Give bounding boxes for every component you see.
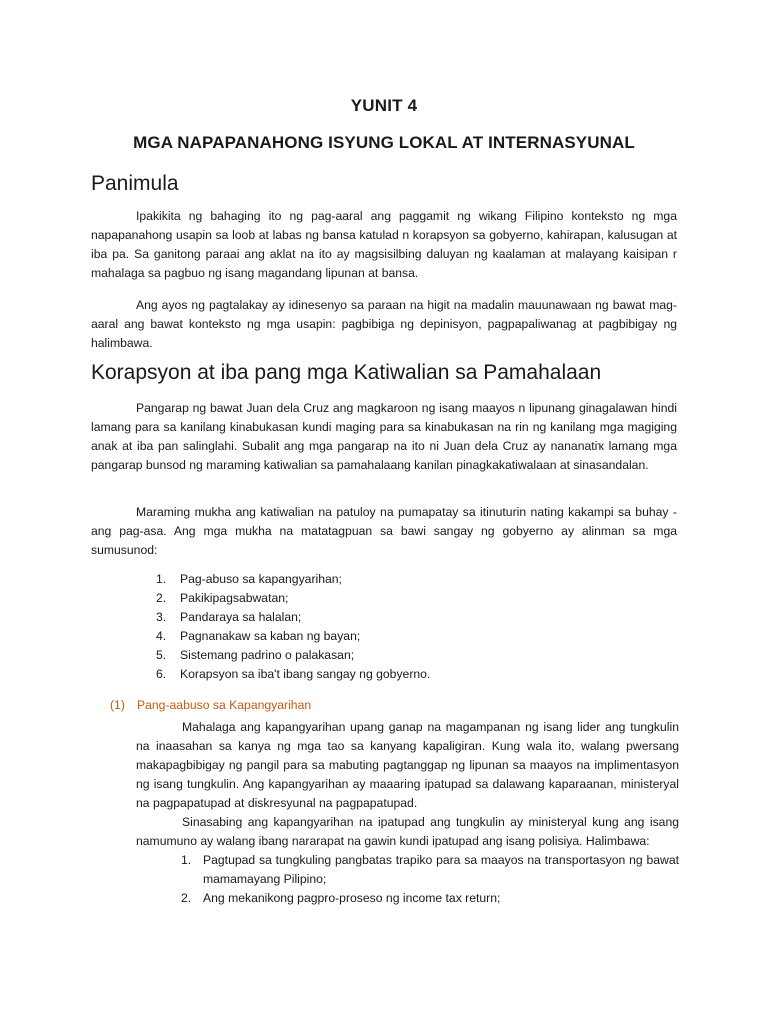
list-item (181, 851, 679, 889)
list-item (181, 889, 679, 908)
list-number: 4. (156, 629, 167, 643)
list-item (156, 589, 430, 608)
section-heading-korapsyon: Korapsyon at iba pang mga Katiwalian sa Pamahalaan (91, 361, 602, 384)
paragraph: Maraming mukha ang katiwalian na patuloy na pumapatay sa itinuturin nating kakampi sa buhay - ang pag-asa. Ang mga mukha na matatagpuan sa bawi sangay ng gobyerno ay alinman sa mga sumusunod: (91, 505, 677, 557)
list-text: Pandaraya sa halalan; (180, 610, 302, 624)
section-heading-panimula: Panimula (91, 172, 179, 195)
document-title: MGA NAPAPANAHONG ISYUNG LOKAL AT INTERNASYUNAL (133, 133, 635, 152)
corruption-forms-list (156, 570, 430, 684)
subsection-number: (1) (110, 698, 125, 712)
paragraph: Sinasabing ang kapangyarihan na ipatupad ang tungkulin ay ministeryal kung ang isang namumuno ay walang ibang nararapat na gawin kundi ipatupad ang isang polisiya. Halimbawa: (136, 815, 679, 848)
list-item (156, 646, 430, 665)
list-number: 5. (156, 648, 167, 662)
list-text: Sistemang padrino o palakasan; (180, 648, 355, 662)
list-number: 1. (156, 572, 167, 586)
list-text: Pagtupad sa tungkuling pangbatas trapiko para sa maayos na transportasyon ng bawat mamamayang Pilipino; (203, 853, 679, 886)
paragraph: Ang ayos ng pagtalakay ay idinesenyo sa paraan na higit na madalin mauunawaan ng bawat mag-aaral ang bawat konteksto ng mga usapin: pagbibiga ng depinisyon, pagpapaliwanag at pagbibigay ng halimbawa. (91, 298, 677, 350)
subsection-title: Pang-aabuso sa Kapangyarihan (137, 698, 312, 712)
list-number: 2. (156, 591, 167, 605)
paragraph: Pangarap ng bawat Juan dela Cruz ang magkaroon ng isang maayos n lipunang ginagalawan hindi lamang para sa kanilang kinabukasan kundi maging para sa kinabukasan na rin ng kanilang mga magiging anak at iba pan salinglahi. Subalit ang mga pangarap na ito ni Juan dela Cruz ay nananatiҡ lamang mga pangarap bunsod ng maraming katiwalian sa pamahalaang kanilan pinagkakatiwalaan at sinasandalan. (91, 401, 677, 472)
list-number: 3. (156, 610, 167, 624)
list-text: Pag-abuso sa kapangyarihan; (180, 572, 342, 586)
list-number: 6. (156, 667, 167, 681)
list-item (156, 627, 430, 646)
list-text: Pakikipagsabwatan; (180, 591, 289, 605)
list-item (156, 570, 430, 589)
list-number: 2. (181, 891, 192, 905)
paragraph: Ipakikita ng bahaging ito ng pag-aaral ang paggamit ng wikang Filipino konteksto ng mga napapanahong usapin sa loob at labas ng bansa katulad n korapsyon sa gobyerno, kahirapan, kalusugan at iba pa. Sa ganitong paraai ang aklat na ito ay magsisilbing daluyan ng kaalaman at malayang kaisipan r mahalaga sa pagbuo ng isang magandang lipunan at bansa. (91, 209, 677, 280)
list-item (156, 608, 430, 627)
list-text: Pagnanakaw sa kaban ng bayan; (180, 629, 361, 643)
subsection-heading (110, 698, 311, 712)
unit-title: YUNIT 4 (350, 96, 418, 115)
paragraph: Mahalaga ang kapangyarihan upang ganap na magampanan ng isang lider ang tungkulin na inaasahan sa kanya ng mga tao sa kanyang kapaligiran. Kung wala ito, walang pwersang makapagbibigay ng pangil para sa mabuting pagtanggap ng lipunan sa maayos na implimentasyon ng isang tungkulin. Ang kapangyarihan ay maaaring ipatupad sa dalawang kaparaanan, ministeryal na pagpapatupad at diskresyunal na pagpapatupad. (136, 720, 679, 810)
list-text: Korapsyon sa iba't ibang sangay ng gobyerno. (180, 667, 431, 681)
list-number: 1. (181, 853, 192, 867)
list-item (156, 665, 430, 684)
list-text: Ang mekanikong pagpro-proseso ng income tax return; (203, 891, 501, 905)
examples-list (181, 851, 679, 908)
